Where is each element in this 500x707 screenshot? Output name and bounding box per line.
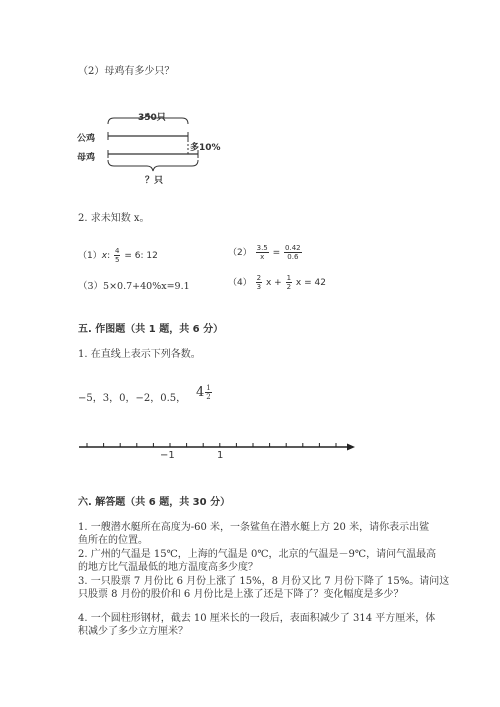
eq2-right-num: 0.42 xyxy=(285,244,301,252)
mixed-num: 1 xyxy=(206,384,211,392)
more-percent-label: 多10% xyxy=(190,143,221,153)
eq4-rest: x = 42 xyxy=(295,278,326,288)
eq2-right-fraction xyxy=(284,244,302,261)
eq4-f2-den: 2 xyxy=(286,283,292,291)
hen-label: 母鸡 xyxy=(77,153,96,163)
eq4-fraction-2 xyxy=(286,274,292,291)
s6-q3-line1: 3. 一只股票 7 月份比 6 月份上涨了 15%，8 月份又比 7 月份下降了 15%。请问这 xyxy=(78,576,450,587)
eq4-middle: x + xyxy=(265,278,282,288)
equation-1 xyxy=(78,247,158,264)
numbers-to-plot: −5，3，0，−2，0.5， xyxy=(78,393,187,404)
equation-4 xyxy=(228,274,326,291)
unknown-count-label: ？只 xyxy=(145,176,164,186)
eq1-rest: = 6: 12 xyxy=(124,251,158,261)
tick-label-neg1: −1 xyxy=(160,450,175,461)
eq4-fraction-1 xyxy=(256,274,262,291)
rooster-count-label: 350只 xyxy=(138,113,166,123)
s6-q2-line1: 2. 广州的气温是 15℃，上海的气温是 0℃，北京的气温是－9℃，请问气温最高 xyxy=(78,549,437,560)
mixed-whole: 4 xyxy=(196,385,205,400)
eq1-fraction xyxy=(114,247,120,264)
eq2-left-num: 3.5 xyxy=(256,244,268,252)
s6-q1-line2: 鱼所在的位置。 xyxy=(78,535,148,546)
eq2-left-fraction xyxy=(256,244,269,261)
eq4-f1-num: 2 xyxy=(256,274,262,282)
eq1-frac-num: 4 xyxy=(114,247,120,255)
eq4-prefix: （4） xyxy=(228,278,252,288)
s6-q4-line1: 4. 一个圆柱形钢材，截去 10 厘米长的一段后，表面积减少了 314 平方厘米，体 xyxy=(78,613,436,624)
eq2-left-den: x xyxy=(260,253,265,261)
eq2-prefix: （2） xyxy=(228,248,252,258)
tick-label-1: 1 xyxy=(217,450,224,461)
hen-brace xyxy=(108,160,198,171)
number-line-arrow xyxy=(347,444,355,451)
eq1-frac-den: 5 xyxy=(114,256,120,264)
question-2-title: （2）母鸡有多少只？ xyxy=(78,66,175,77)
section-5-title: 五. 作图题（共 1 题，共 6 分） xyxy=(78,324,224,335)
equation-3: （3）5×0.7+40%x=9.1 xyxy=(78,281,190,292)
solve-x-title: 2. 求未知数 x。 xyxy=(78,213,150,224)
s6-q3-line2: 只股票 8 月份的股价和 6 月份比是上涨了还是下降了？变化幅度是多少？ xyxy=(78,589,404,600)
eq4-f2-num: 1 xyxy=(286,274,292,282)
rooster-label: 公鸡 xyxy=(77,134,96,144)
eq1-variable: x xyxy=(101,251,108,261)
mixed-fraction xyxy=(205,384,211,401)
s6-q2-line2: 的地方比气温最低的地方温度高多少度？ xyxy=(78,562,258,573)
section-6-title: 六. 解答题（共 6 题，共 30 分） xyxy=(78,497,231,508)
eq1-prefix: （1） xyxy=(78,251,102,261)
equation-2 xyxy=(228,244,303,261)
mixed-den: 2 xyxy=(206,393,211,401)
eq2-equals: = xyxy=(272,248,281,258)
eq2-right-den: 0.6 xyxy=(287,253,299,261)
mixed-number xyxy=(196,384,213,401)
eq4-f1-den: 3 xyxy=(256,283,262,291)
eq1-colon: : xyxy=(107,251,111,261)
s6-q4-line2: 积减少了多少立方厘米？ xyxy=(78,626,188,637)
s6-q1-line1: 1. 一艘潜水艇所在高度为-60 米，一条鲨鱼在潜水艇上方 20 米，请你表示出鲨 xyxy=(78,522,430,533)
section-5-question-1: 1. 在直线上表示下列各数。 xyxy=(78,349,201,360)
